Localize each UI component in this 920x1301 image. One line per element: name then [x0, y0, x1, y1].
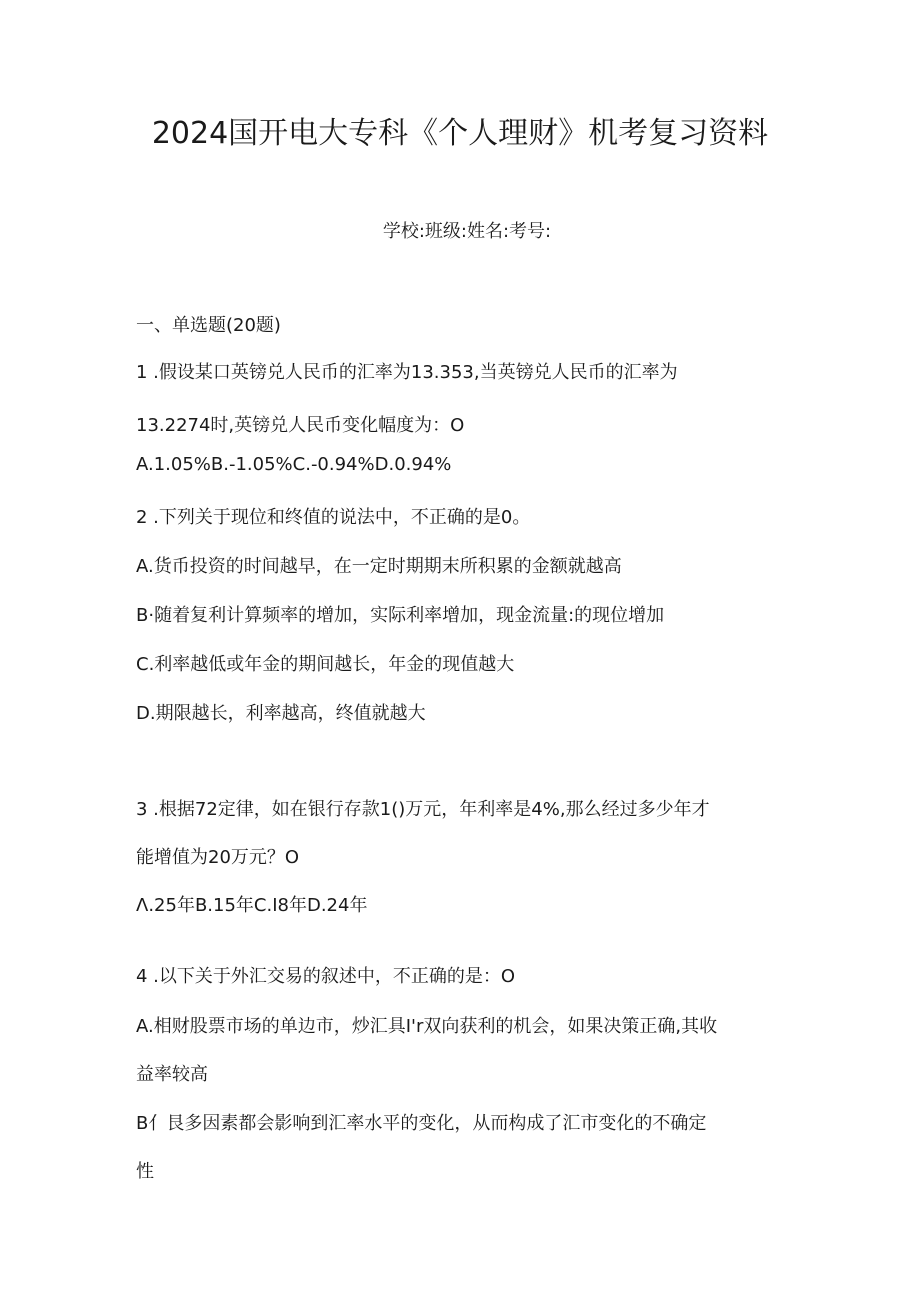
- question-3-stem-line-2: 能增值为20万元？O: [136, 847, 300, 868]
- question-3-options: Λ.25年B.15年C.I8年D.24年: [136, 895, 368, 916]
- question-4-option-a-line-2: 益率较高: [136, 1064, 208, 1085]
- student-info-line: [0, 220, 920, 244]
- question-4-stem: 4 .以下关于外汇交易的叙述中，不正确的是：O: [136, 966, 516, 987]
- question-2-option-d: D.期限越长，利率越高，终值就越大: [136, 703, 426, 724]
- question-2-stem: 2 .下列关于现位和终值的说法中，不正确的是0。: [136, 507, 531, 528]
- question-4-option-a-line-1: A.相财股票市场的单边市，炒汇具I'r双向获利的机会，如果决策正确,其收: [136, 1016, 718, 1037]
- question-1-stem-line-2: 13.2274时,英镑兑人民币变化幅度为：O: [136, 415, 465, 436]
- question-4-option-b-line-1: B亻艮多因素都会影响到汇率水平的变化，从而构成了汇市变化的不确定: [136, 1113, 707, 1134]
- section-heading: 一、单选题(20题): [136, 315, 281, 336]
- question-1-options: A.1.05%B.-1.05%C.-0.94%D.0.94%: [136, 454, 452, 475]
- question-2-option-c: C.利率越低或年金的期间越长，年金的现值越大: [136, 654, 515, 675]
- student-info-text: 学校:班级:姓名:考号:: [382, 221, 552, 242]
- question-3-stem-line-1: 3 .根据72定律，如在银行存款1()万元，年利率是4%,那么经过多少年才: [136, 799, 710, 820]
- document-title: 2024国开电大专科《个人理财》机考复习资料: [151, 116, 769, 151]
- question-2-option-a: A.货币投资的时间越早，在一定时期期末所积累的金额就越高: [136, 556, 622, 577]
- question-2-option-b: B·随着复利计算频率的增加，实际利率增加，现金流量:的现位增加: [136, 605, 665, 626]
- question-1-stem-line-1: 1 .假设某口英镑兑人民币的汇率为13.353,当英镑兑人民币的汇率为: [136, 362, 678, 383]
- question-4-option-b-line-2: 性: [136, 1161, 154, 1182]
